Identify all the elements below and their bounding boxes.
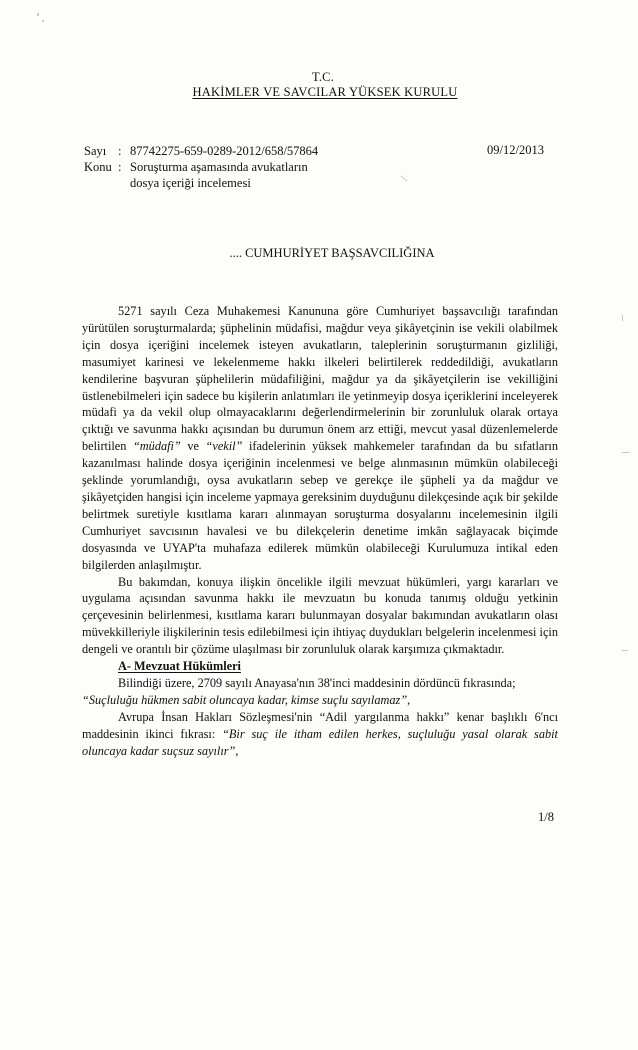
term-mudafi: “müdafi”	[132, 439, 181, 454]
page-number: 1/8	[538, 810, 554, 824]
scan-artifact	[622, 315, 623, 321]
paragraph-4	[82, 709, 558, 760]
paragraph-3: Bilindiği üzere, 2709 sayılı Anayasa'nın 38'inci maddesinin dördüncü fıkrasında;	[118, 675, 516, 690]
konu-value-line2: dosya içeriği incelemesi	[130, 176, 251, 190]
paragraph-4-end: ,	[235, 743, 239, 758]
scan-artifact	[622, 650, 628, 651]
scan-artifact	[42, 20, 44, 22]
paragraph-1-connector: ve	[180, 439, 206, 454]
document-meta	[84, 143, 318, 191]
addressee: .... CUMHURİYET BAŞSAVCILIĞINA	[229, 246, 435, 260]
konu-label: Konu	[84, 160, 112, 174]
scan-artifact	[622, 452, 630, 453]
document-body	[82, 303, 558, 759]
header-tc: T.C.	[311, 70, 335, 84]
sayi-label: Sayı	[84, 144, 107, 158]
term-vekil: “vekil”	[205, 439, 243, 454]
paragraph-4-text: Avrupa İnsan Hakları Sözleşmesi'nin “Adil yargılanma hakkı” kenar başlıklı 6'ncı maddesinin ikinci fıkrası:	[82, 709, 558, 741]
paragraph-3-end: ,	[407, 692, 411, 707]
meta-row-sayi	[84, 143, 318, 159]
paragraph-1	[82, 303, 558, 574]
sayi-separator: :	[118, 144, 122, 158]
paragraph-1-rest: ifadelerinin yüksek mahkemeler tarafından da bu sıfatların kazanılması halinde dosya içeriğinin incelenmesi ve belge alınmasının mümkün olabileceği şeklinde yorumlandığı, oysa avukatların sebep ve gerekçe ile şüpheli ya da mağdur ve şikâyetçiden hangisi için inceleme yapmaya gereksinim duyduğunu dilekçesinde açık bir şekilde belirtmek suretiyle kısıtlama kararı alınmayan soruşturma dosyalarını incelemesinin ilgili Cumhuriyet savcısının havalesi ve bu dilekçelerin denetime imkân sağlayacak biçimde dosyasında ve UYAP'ta muhafaza edilerek mümkün olabileceği Kurulumuza intikal eden bilgilerden anlaşılmıştır.	[82, 439, 558, 572]
paragraph-1-text: 5271 sayılı Ceza Muhakemesi Kanununa göre Cumhuriyet başsavcılığı tarafından yürütülen soruşturmalarda; şüphelinin müdafisi, mağdur veya şikâyetçinin ise vekili olabilmek için dosya içeriğini incelemek isteyen avukatların, taleplerinin soruşturmanın gizliliği, masumiyet karinesi ve lekelenmeme hakkı ilkeleri belirtilerek reddedildiği, avukatların kendilerine başvuran şüphelilerin müdafiliğini, mağdur ya da şikâyetçilerin ise vekilliğini üstlenebilmeleri için sadece bu kişilerin anlatımları ile yetinmeyip dosya içeriklerini inceleyerek müdafi ya da vekil olup olmayacaklarını değerlendirmelerinin bir zorunluluk olarak ortaya çıktığı ve savunma hakkı açısından bu durumun önem arz ettiği, mevcut yasal düzenlemelerde belirtilen	[82, 304, 558, 454]
header-institution: HAKİMLER VE SAVCILAR YÜKSEK KURULU	[192, 85, 458, 99]
paragraph-2: Bu bakımdan, konuya ilişkin öncelikle ilgili mevzuat hükümleri, yargı kararları ve uygulama açısından savunma hakkı ile mevzuatın bu konuda tanımış olduğu yetkinin çerçevesinin belirlenmesi, kısıtlama kararı bulunmayan dosyalar bakımından avukatların olası müvekkilleriyle ilişkilerinin tesis edilebilmesi için ihtiyaç duydukları belgelerin incelenmesi için dengeli ve orantılı bir çözüme ulaşılması bir zorunluluk olarak karşımıza çıkmaktadır.	[82, 574, 558, 657]
section-heading-a: A- Mevzuat Hükümleri	[118, 659, 241, 674]
konu-value-line1: Soruşturma aşamasında avukatların	[130, 160, 308, 174]
echr-quote: “Bir suç ile itham edilen herkes, suçluluğu yasal olarak sabit oluncaya kadar suçsuz sayılır”	[82, 726, 558, 758]
scan-artifact	[37, 13, 39, 16]
scan-artifact	[401, 176, 408, 182]
document-date: 09/12/2013	[487, 143, 544, 157]
konu-separator: :	[118, 160, 122, 174]
meta-row-konu	[84, 159, 318, 175]
constitution-quote: “Suçluluğu hükmen sabit oluncaya kadar, kimse suçlu sayılamaz”	[82, 692, 408, 707]
sayi-value: 87742275-659-0289-2012/658/57864	[130, 144, 319, 158]
paragraph-3-quote-line	[82, 692, 558, 709]
